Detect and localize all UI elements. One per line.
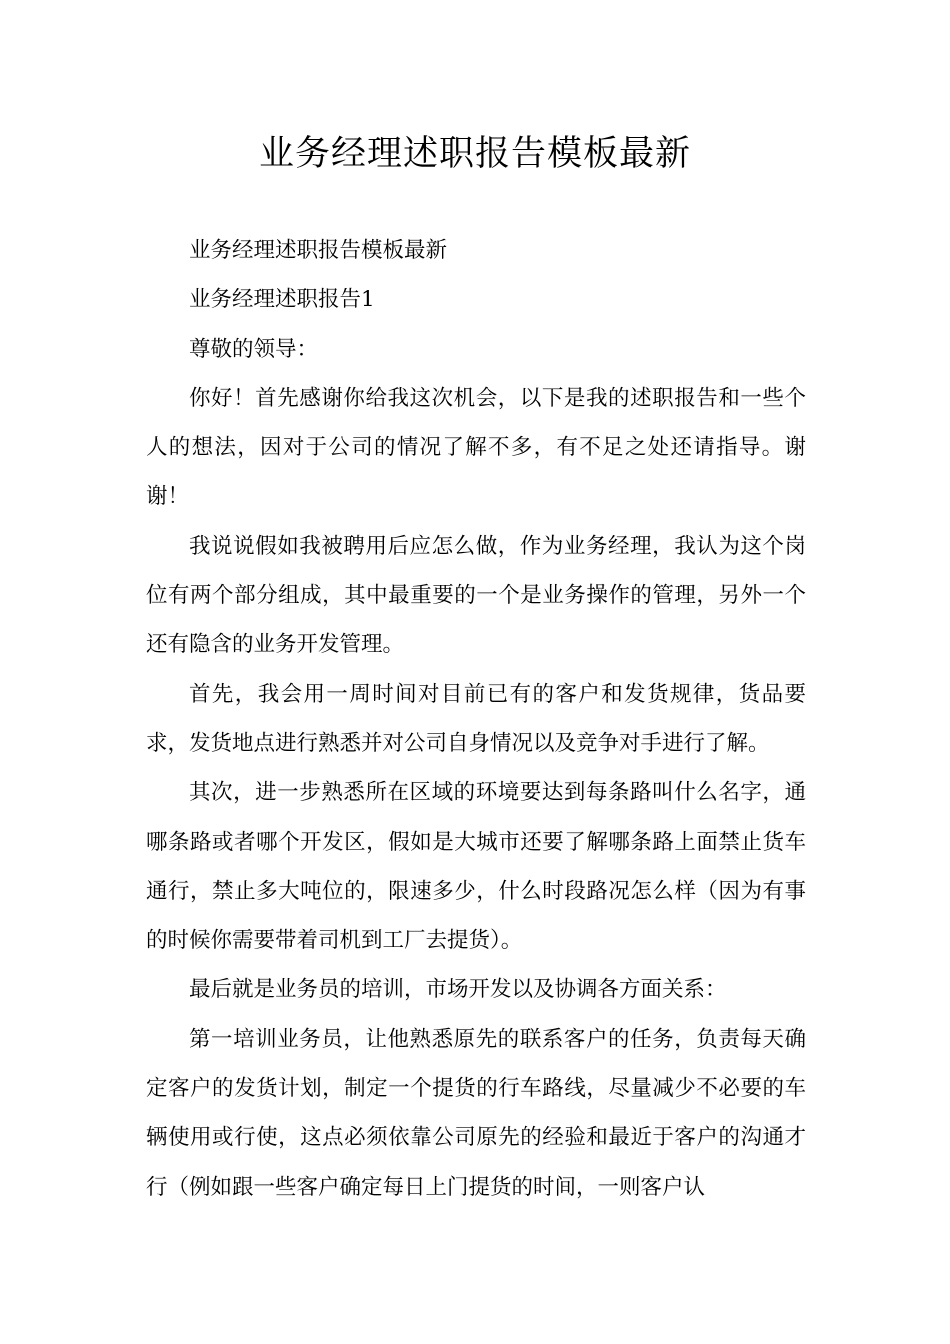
paragraph: 我说说假如我被聘用后应怎么做，作为业务经理，我认为这个岗位有两个部分组成，其中最重要的一个是业务操作的管理，另外一个还有隐含的业务开发管理。 [146,533,806,658]
document-title: 业务经理述职报告模板最新 [258,134,691,174]
document-body [146,226,806,1212]
paragraph: 首先，我会用一周时间对目前已有的客户和发货规律，货品要求，发货地点进行熟悉并对公司自身情况以及竞争对手进行了解。 [146,681,806,756]
paragraph: 业务经理述职报告模板最新 [189,238,448,263]
paragraph: 你好！首先感谢你给我这次机会，以下是我的述职报告和一些个人的想法，因对于公司的情况了解不多，有不足之处还请指导。谢谢！ [146,385,806,510]
paragraph: 第一培训业务员，让他熟悉原先的联系客户的任务，负责每天确定客户的发货计划，制定一个提货的行车路线，尽量减少不必要的车辆使用或行使，这点必须依靠公司原先的经验和最近于客户的沟通才行（例如跟一些客户确定每日上门提货的时间，一则客户认 [146,1026,806,1200]
paragraph: 尊敬的领导： [189,336,319,362]
paragraph: 业务经理述职报告1 [189,287,375,313]
paragraph: 其次，进一步熟悉所在区域的环境要达到每条路叫什么名字，通哪条路或者哪个开发区，假如是大城市还要了解哪条路上面禁止货车通行，禁止多大吨位的，限速多少，什么时段路况怎么样（因为有事的时候你需要带着司机到工厂去提货）。 [146,780,806,954]
paragraph: 最后就是业务员的培训，市场开发以及协调各方面关系： [189,977,727,1003]
